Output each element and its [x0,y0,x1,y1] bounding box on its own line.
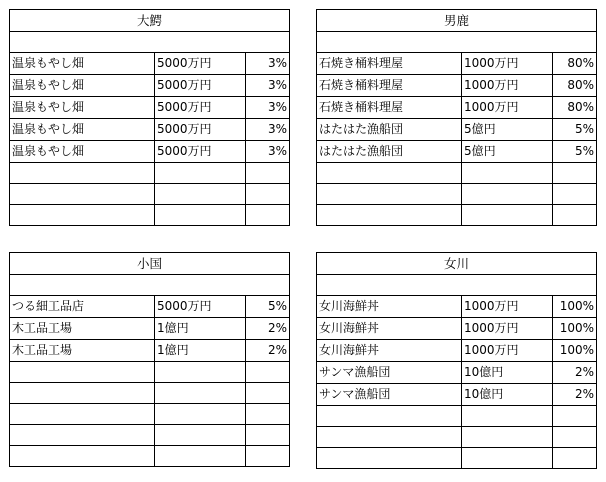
amount-cell[interactable]: 5000万円 [155,141,246,163]
rate-cell[interactable] [553,205,597,226]
rate-cell[interactable] [553,448,597,469]
rate-cell[interactable]: 2% [246,318,290,340]
table-row [317,340,597,362]
table-row [317,318,597,340]
rate-cell[interactable]: 5% [553,119,597,141]
header-row [317,253,597,275]
amount-cell[interactable]: 5000万円 [155,53,246,75]
table-row [10,205,290,226]
table-row [317,184,597,205]
amount-cell[interactable]: 10億円 [462,384,553,406]
cell[interactable] [317,32,597,53]
amount-cell[interactable]: 1000万円 [462,75,553,97]
name-cell[interactable] [10,383,155,404]
amount-cell[interactable] [155,184,246,205]
rate-cell[interactable]: 100% [553,296,597,318]
rate-cell[interactable] [246,362,290,383]
name-cell[interactable]: 石焼き桶料理屋 [317,97,462,119]
rate-cell[interactable]: 3% [246,75,290,97]
amount-cell[interactable] [462,205,553,226]
name-cell[interactable]: 木工品工場 [10,340,155,362]
header-row [10,253,290,275]
name-cell[interactable] [10,362,155,383]
table-row [317,384,597,406]
cell[interactable] [10,275,290,296]
amount-cell[interactable] [155,425,246,446]
amount-cell[interactable] [155,383,246,404]
block-title[interactable]: 女川 [317,253,597,275]
block-table [316,252,597,469]
amount-cell[interactable]: 1000万円 [462,340,553,362]
rate-cell[interactable]: 100% [553,340,597,362]
amount-cell[interactable]: 1億円 [155,340,246,362]
amount-cell[interactable] [462,406,553,427]
block-table [9,252,290,467]
table-row [10,97,290,119]
amount-cell[interactable]: 5000万円 [155,97,246,119]
name-cell[interactable]: 温泉もやし畑 [10,75,155,97]
name-cell[interactable] [10,446,155,467]
table-row [317,141,597,163]
rate-cell[interactable] [553,406,597,427]
amount-cell[interactable] [155,362,246,383]
table-row [317,427,597,448]
amount-cell[interactable]: 1000万円 [462,318,553,340]
amount-cell[interactable]: 1億円 [155,318,246,340]
amount-cell[interactable]: 5000万円 [155,75,246,97]
name-cell[interactable]: 石焼き桶料理屋 [317,75,462,97]
name-cell[interactable]: サンマ漁船団 [317,384,462,406]
table-row [317,448,597,469]
table-row [317,53,597,75]
table-row [317,296,597,318]
amount-cell[interactable] [462,427,553,448]
block-title[interactable]: 大鰐 [10,10,290,32]
table-row [10,404,290,425]
table-row [317,163,597,184]
name-cell[interactable] [317,205,462,226]
name-cell[interactable]: 温泉もやし畑 [10,53,155,75]
amount-cell[interactable] [155,205,246,226]
rate-cell[interactable]: 5% [553,141,597,163]
table-row [10,53,290,75]
table-row [10,362,290,383]
name-cell[interactable]: 木工品工場 [10,318,155,340]
rate-cell[interactable] [246,383,290,404]
table-row [10,296,290,318]
name-cell[interactable]: はたはた漁船団 [317,141,462,163]
cell[interactable] [317,275,597,296]
amount-cell[interactable]: 1000万円 [462,53,553,75]
name-cell[interactable] [10,205,155,226]
name-cell[interactable]: つる細工品店 [10,296,155,318]
rate-cell[interactable] [246,184,290,205]
cell[interactable] [10,32,290,53]
block-title[interactable]: 小国 [10,253,290,275]
name-cell[interactable] [10,163,155,184]
rate-cell[interactable]: 5% [246,296,290,318]
table-row [317,205,597,226]
rate-cell[interactable] [553,184,597,205]
table-row [10,75,290,97]
table-row [317,97,597,119]
table-row [10,119,290,141]
table-row [10,425,290,446]
header-row [10,10,290,32]
rate-cell[interactable] [246,163,290,184]
spacer-row [10,275,290,296]
table-row [10,141,290,163]
rate-cell[interactable]: 80% [553,53,597,75]
name-cell[interactable] [317,406,462,427]
table-row [317,362,597,384]
table-row [10,184,290,205]
rate-cell[interactable]: 3% [246,53,290,75]
amount-cell[interactable]: 5000万円 [155,119,246,141]
rate-cell[interactable] [246,446,290,467]
block-table [316,9,597,226]
rate-cell[interactable] [246,404,290,425]
name-cell[interactable]: 温泉もやし畑 [10,97,155,119]
rate-cell[interactable]: 2% [246,340,290,362]
amount-cell[interactable] [462,184,553,205]
rate-cell[interactable] [246,205,290,226]
amount-cell[interactable]: 5億円 [462,119,553,141]
name-cell[interactable] [317,163,462,184]
name-cell[interactable]: 女川海鮮丼 [317,318,462,340]
table-row [10,446,290,467]
spacer-row [317,32,597,53]
amount-cell[interactable]: 10億円 [462,362,553,384]
name-cell[interactable]: 温泉もやし畑 [10,119,155,141]
name-cell[interactable] [10,425,155,446]
table-row [317,406,597,427]
rate-cell[interactable]: 80% [553,75,597,97]
amount-cell[interactable]: 5億円 [462,141,553,163]
rate-cell[interactable]: 3% [246,141,290,163]
rate-cell[interactable] [246,425,290,446]
name-cell[interactable]: 石焼き桶料理屋 [317,53,462,75]
table-row [10,340,290,362]
block-title[interactable]: 男鹿 [317,10,597,32]
name-cell[interactable]: 女川海鮮丼 [317,340,462,362]
name-cell[interactable]: はたはた漁船団 [317,119,462,141]
name-cell[interactable]: 温泉もやし畑 [10,141,155,163]
block-table [9,9,290,226]
rate-cell[interactable]: 100% [553,318,597,340]
amount-cell[interactable]: 1000万円 [462,296,553,318]
amount-cell[interactable] [462,448,553,469]
name-cell[interactable]: 女川海鮮丼 [317,296,462,318]
table-row [10,383,290,404]
name-cell[interactable] [10,404,155,425]
header-row [317,10,597,32]
name-cell[interactable] [317,427,462,448]
table-row [10,163,290,184]
table-row [10,318,290,340]
rate-cell[interactable]: 80% [553,97,597,119]
rate-cell[interactable]: 3% [246,97,290,119]
amount-cell[interactable] [155,404,246,425]
table-row [317,75,597,97]
rate-cell[interactable]: 2% [553,362,597,384]
name-cell[interactable] [317,184,462,205]
amount-cell[interactable] [155,163,246,184]
rate-cell[interactable]: 3% [246,119,290,141]
amount-cell[interactable] [155,446,246,467]
name-cell[interactable] [317,448,462,469]
rate-cell[interactable] [553,163,597,184]
name-cell[interactable] [10,184,155,205]
name-cell[interactable]: サンマ漁船団 [317,362,462,384]
rate-cell[interactable]: 2% [553,384,597,406]
amount-cell[interactable]: 1000万円 [462,97,553,119]
spacer-row [317,275,597,296]
amount-cell[interactable]: 5000万円 [155,296,246,318]
table-row [317,119,597,141]
rate-cell[interactable] [553,427,597,448]
amount-cell[interactable] [462,163,553,184]
spacer-row [10,32,290,53]
